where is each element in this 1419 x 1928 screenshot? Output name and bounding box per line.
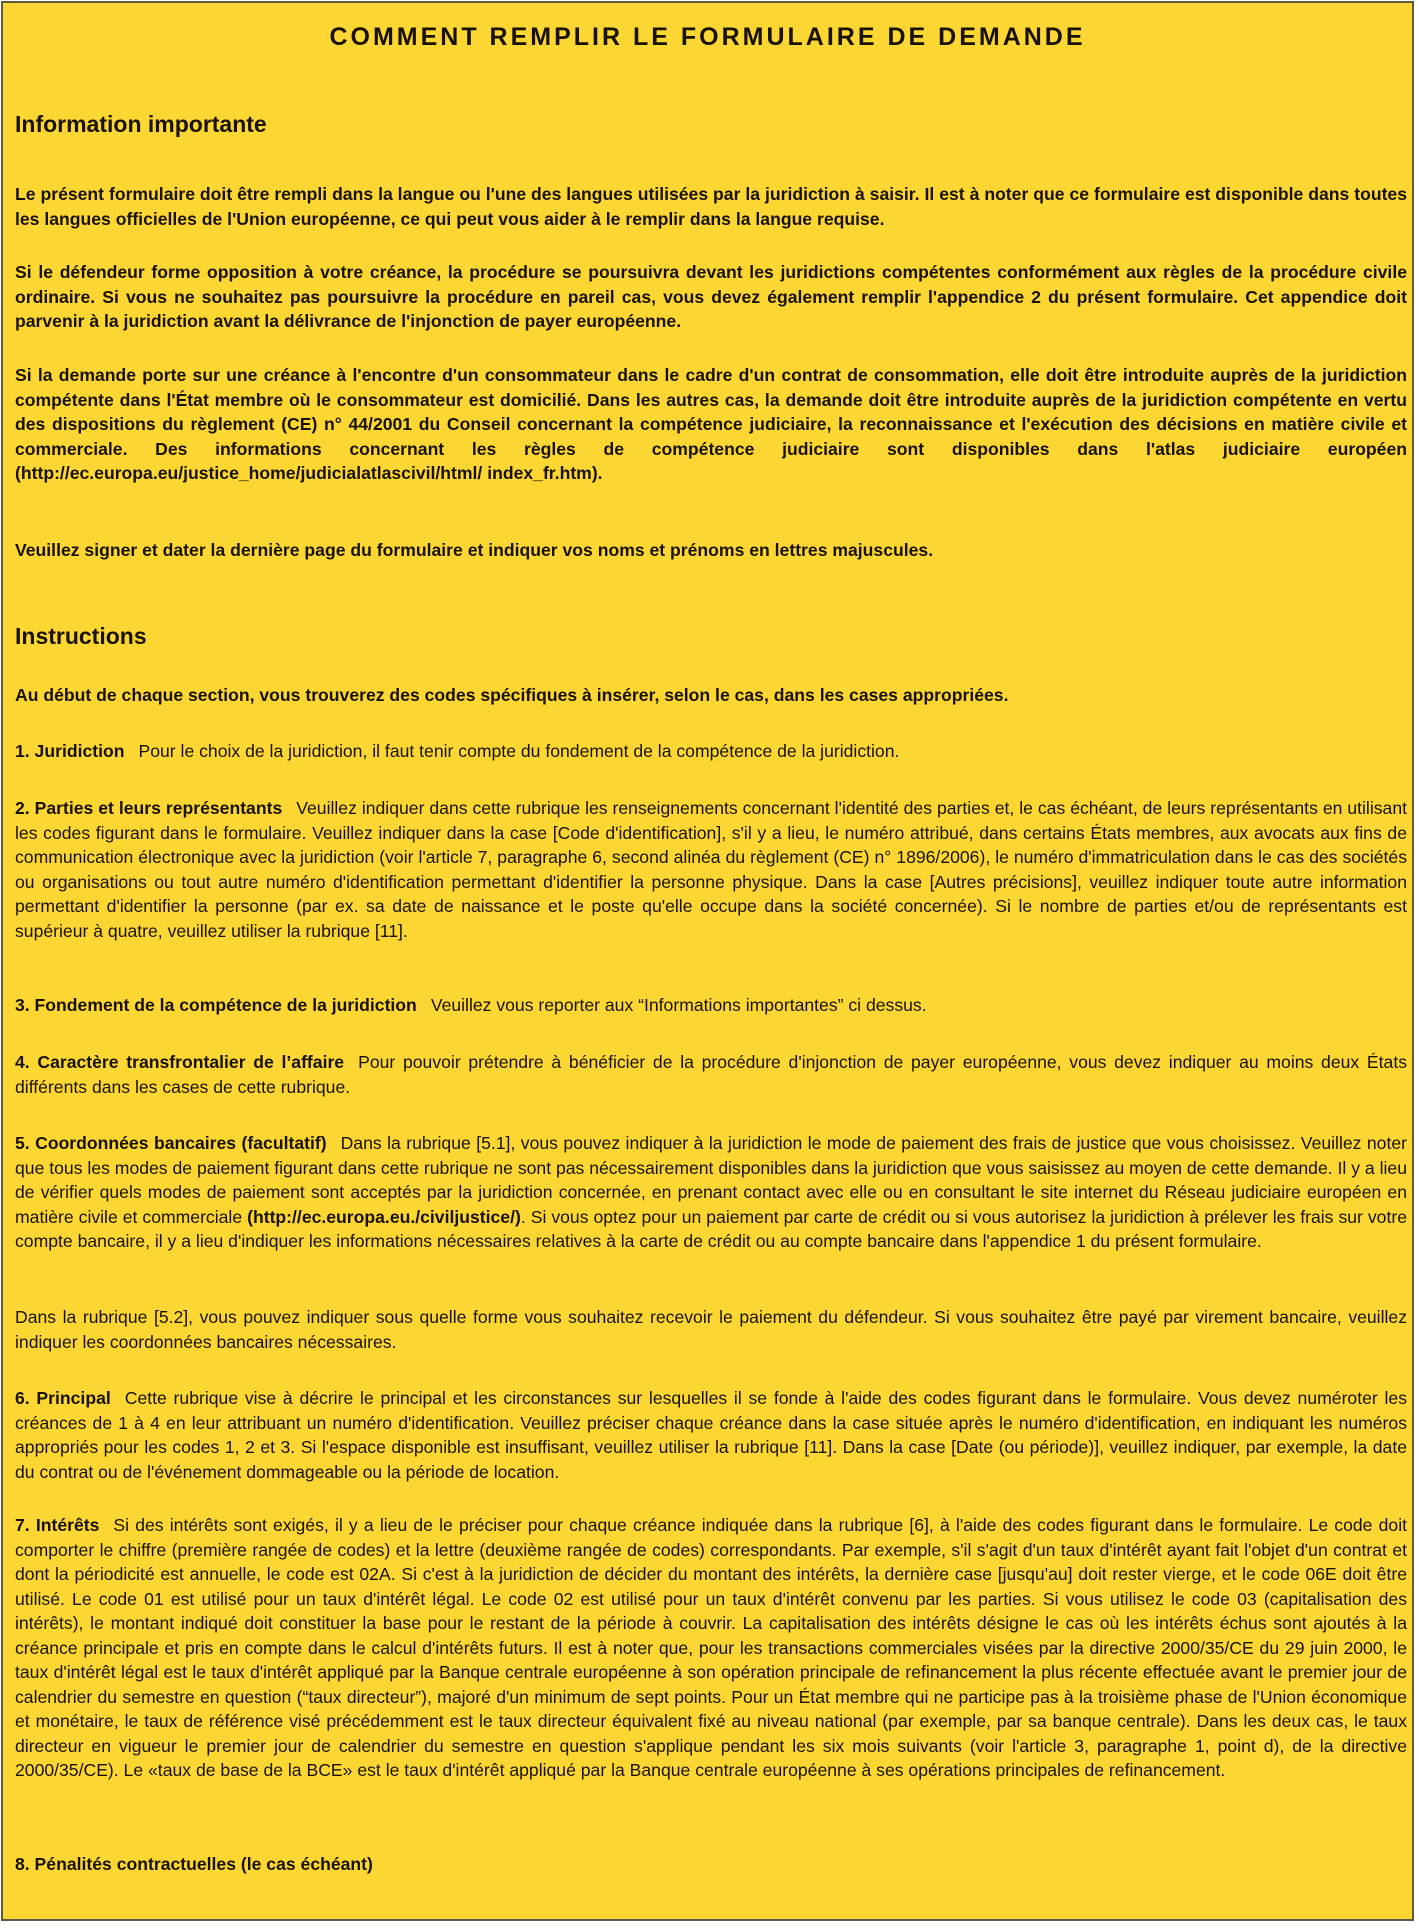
- instruction-label: 7. Intérêts: [15, 1515, 100, 1535]
- instruction-label: 3. Fondement de la compétence de la juridiction: [15, 995, 417, 1015]
- important-paragraph-signature: Veuillez signer et dater la dernière page du formulaire et indiquer vos noms et prénoms en lettres majuscules.: [15, 540, 934, 560]
- instruction-item-8: [15, 1852, 1407, 1877]
- instruction-label: 1. Juridiction: [15, 741, 125, 761]
- instruction-item-6: [15, 1386, 1407, 1484]
- instructions-intro: Au début de chaque section, vous trouverez des codes spécifiques à insérer, selon le cas, dans les cases appropriées.: [15, 685, 1009, 705]
- instruction-label: 2. Parties et leurs représentants: [15, 798, 283, 818]
- important-paragraph-opposition: Si le défendeur forme opposition à votre créance, la procédure se poursuivra devant les juridictions compétentes conformément aux règles de la procédure civile ordinaire. Si vous ne souhaitez pas poursuivre la procédure en pareil cas, vous devez également remplir l'appendice 2 du présent formulaire. Cet appendice doit parvenir à la juridiction avant la délivrance de l'injonction de payer européenne.: [15, 262, 1407, 331]
- heading-important-information: Information importante: [15, 111, 267, 137]
- important-paragraph-jurisdiction: Si la demande porte sur une créance à l'encontre d'un consommateur dans le cadre d'un contrat de consommation, elle doit être introduite auprès de la juridiction compétente dans l'État membre où le consommateur est domicilié. Dans les autres cas, la demande doit être introduite auprès de la juridiction compétente en vertu des dispositions du règlement (CE) n° 44/2001 du Conseil concernant la compétence judiciaire, la reconnaissance et l'exécution des décisions en matière civile et commerciale. Des informations concernant les règles de compétence judiciaire sont disponibles dans l'atlas judiciaire européen (http://ec.europa.eu/justice_home/judicialatlascivil/html/ index_fr.htm).: [15, 365, 1407, 483]
- page-title: COMMENT REMPLIR LE FORMULAIRE DE DEMANDE: [329, 23, 1086, 51]
- important-paragraph-language: Le présent formulaire doit être rempli dans la langue ou l'une des langues utilisées par la juridiction à saisir. Il est à noter que ce formulaire est disponible dans toutes les langues officielles de l'Union européenne, ce qui peut vous aider à le remplir dans la langue requise.: [15, 184, 1407, 229]
- instruction-label: 8. Pénalités contractuelles (le cas échéant): [15, 1854, 373, 1874]
- civil-justice-link[interactable]: (http://ec.europa.eu./civiljustice/): [247, 1206, 521, 1227]
- instruction-item-1: [15, 739, 1407, 764]
- instruction-label: 5. Coordonnées bancaires (facultatif): [15, 1133, 327, 1153]
- instruction-item-7: [15, 1513, 1407, 1783]
- instruction-text: Veuillez vous reporter aux “Informations importantes” ci dessus.: [430, 995, 927, 1015]
- instruction-text: Si des intérêts sont exigés, il y a lieu de le préciser pour chaque créance indiquée dans la rubrique [6], à l'aide des codes figurant dans le formulaire. Le code doit comporter le chiffre (première rangée de codes) et la lettre (deuxième rangée de codes) correspondants. Par exemple, s'il s'agit d'un taux d'intérêt ayant fait l'objet d'un contrat et dont la périodicité est annuelle, le code est 02A. Si c'est à la juridiction de décider du montant des intérêts, la dernière case [jusqu'au] doit rester vierge, et le code 06E doit être utilisé. Le code 01 est utilisé pour un taux d'intérêt légal. Le code 02 est utilisé pour un taux d'intérêt convenu par les parties. Si vous utilisez le code 03 (capitalisation des intérêts), le montant indiqué doit constituer la base pour le restant de la période à couvrir. La capitalisation des intérêts désigne le cas où les intérêts échus sont ajoutés à la créance principale et pris en compte dans le calcul d'intérêts futurs. Il est à noter que, pour les transactions commerciales visées par la directive 2000/35/CE du 29 juin 2000, le taux d'intérêt légal est le taux d'intérêt appliqué par la Banque centrale européenne à son opération principale de refinancement la plus récente effectuée avant le premier jour de calendrier du semestre en question (“taux directeur”), majoré d'un minimum de sept points. Pour un État membre qui ne participe pas à la troisième phase de l'Union économique et monétaire, le taux de référence visé précédemment est le taux directeur équivalent fixé au niveau national (par exemple, par sa banque centrale). Dans les deux cas, le taux directeur en vigueur le premier jour de calendrier du semestre en question s'applique pendant les six mois suivants (voir l'article 3, paragraphe 1, point d), de la directive 2000/35/CE). Le «taux de base de la BCE» est le taux d'intérêt appliqué par la Banque centrale européenne à ses opérations principales de refinancement.: [15, 1515, 1407, 1780]
- instruction-text: Veuillez indiquer dans cette rubrique les renseignements concernant l'identité des parties et, le cas échéant, de leurs représentants en utilisant les codes figurant dans le formulaire. Veuillez indiquer dans la case [Code d'identification], s'il y a lieu, le numéro attribué, dans certains États membres, aux avocats aux fins de communication électronique avec la juridiction (voir l'article 7, paragraphe 6, second alinéa du règlement (CE) n° 1896/2006), le numéro d'immatriculation dans le cas des sociétés ou organisations ou tout autre numéro d'identification permettant d'identifier la personne physique. Dans la case [Autres précisions], veuillez indiquer toute autre information permettant d'identifier la personne (par ex. sa date de naissance et le poste qu'elle occupe dans la société concernée). Si le nombre de parties et/ou de représentants est supérieur à quatre, veuillez utiliser la rubrique [11].: [15, 798, 1407, 941]
- instruction-text: Dans la rubrique [5.1], vous pouvez indiquer à la juridiction le mode de paiement des frais de justice que vous choisissez. Veuillez noter que tous les modes de paiement figurant dans cette rubrique ne sont pas nécessairement disponibles dans la juridiction que vous saisissez au moyen de cette demande. Il y a lieu de vérifier quels modes de paiement sont acceptés par la juridiction concernée, en prenant contact avec elle ou en consultant le site internet du Réseau judiciaire européen en matière civile et commerciale: [15, 1133, 1407, 1227]
- instruction-label: 4. Caractère transfrontalier de l’affaire: [15, 1052, 345, 1072]
- instruction-item-5-payment: Dans la rubrique [5.2], vous pouvez indiquer sous quelle forme vous souhaitez recevoir le paiement du défendeur. Si vous souhaitez être payé par virement bancaire, veuillez indiquer les coordonnées bancaires nécessaires.: [15, 1307, 1407, 1352]
- instruction-label: 6. Principal: [15, 1388, 111, 1408]
- instruction-item-5: [15, 1131, 1407, 1254]
- instruction-text: Pour le choix de la juridiction, il faut tenir compte du fondement de la compétence de la juridiction.: [138, 741, 900, 761]
- instruction-item-4: [15, 1050, 1407, 1099]
- instruction-item-2: [15, 796, 1407, 943]
- heading-instructions: Instructions: [15, 623, 147, 649]
- instruction-text-continued: . Si vous optez pour un paiement par carte de crédit ou si vous autorisez la juridiction à prélever les frais sur votre compte bancaire, il y a lieu d'indiquer les informations nécessaires relatives à la carte de crédit ou au compte bancaire dans l'appendice 1 du présent formulaire.: [15, 1206, 1407, 1251]
- instruction-item-3: [15, 993, 1407, 1018]
- instructions-page: [1, 1, 1414, 1921]
- instruction-text: Cette rubrique vise à décrire le principal et les circonstances sur lesquelles il se fonde à l'aide des codes figurant dans le formulaire. Vous devez numéroter les créances de 1 à 4 en leur attribuant un numéro d'identification. Veuillez préciser chaque créance dans la case située après le numéro d'identification, en indiquant les numéros appropriés pour les codes 1, 2 et 3. Si l'espace disponible est insuffisant, veuillez utiliser la rubrique [11]. Dans la case [Date (ou période)], veuillez indiquer, par exemple, la date du contrat ou de l'événement dommageable ou la période de location.: [15, 1388, 1407, 1482]
- instruction-text: Pour pouvoir prétendre à bénéficier de la procédure d'injonction de payer européenne, vous devez indiquer au moins deux États différents dans les cases de cette rubrique.: [15, 1052, 1408, 1097]
